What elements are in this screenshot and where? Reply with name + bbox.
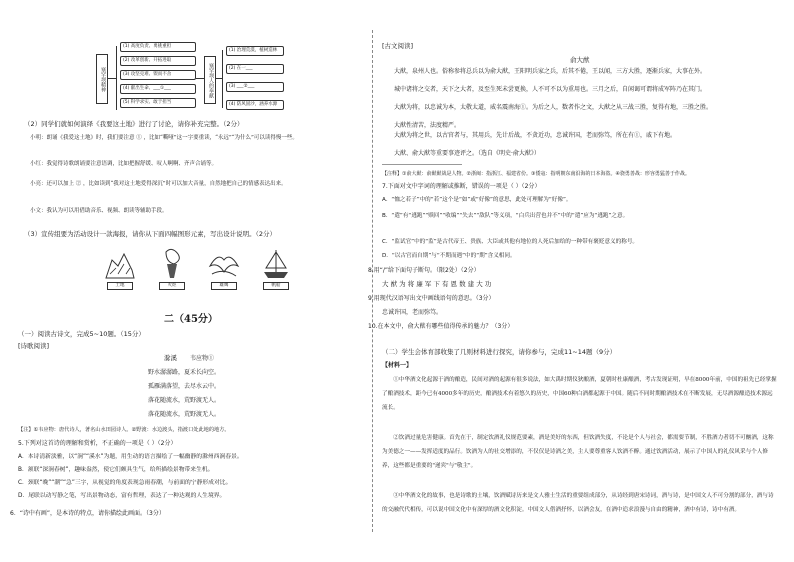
sailboat-image [260, 248, 292, 282]
poem-label: [诗歌阅读] [18, 342, 50, 350]
material-para: ③中华酒文化的故事，也是诗歌的土壤，饮酒赋诗历来是文人雅士生活的重要组成部分，从诗经到唐宋诗词，酒与诗，是中国文人不可分割的部分，酒与诗的交融代代相传，可以说中国文化中有深厚的酒文化积淀。中国文人借酒抒怀，以酒会友，在酒中追求浪漫与自由的精神，酒中有诗，诗中有酒。 [382, 493, 774, 513]
q2-xiaoming: 小明：朗诵《我爱这土地》时，我们要注意 ① ，比如“嘶哑”这一字要重读，“永远”“为什么”可以读得慢一些。 [30, 135, 298, 141]
diagram-left-box: (2) 改革创新、开拓进取 [120, 56, 196, 66]
material-para: ②饮酒过量危害健康。首先在于，制定饮酒礼仪规范要素，酒是美好的东西，但饮酒失度，不论是个人与社会，都需要节制，不胜酒力者切不可酗酒，这称为美德之一——发挥适度的品行。饮酒为人的社交增添的，不仅仅是诗酒之美，主人要尊重客人饮酒不醉。通过饮酒活动，展示了中国人的礼仪风采与个人修养，这些都是重要的"递宾"与"敬主"。 [382, 435, 774, 469]
diagram-right-title: 塞罕坝人的奉献 [204, 56, 216, 104]
q5-option-c: C．颈联“晚”“潮”“急”三字，从视觉的角度表现急雨春潮，与前面的宁静形成对比。 [18, 480, 232, 486]
classical-note: 【注释】①俞大猷：俞猷猷战是人物。②浙闽：指浙江、福建省份。③倭寇：指明朝东南沿海的日本海盗。④骁勇善战：形容勇猛善于作战。 [382, 171, 690, 177]
q2-xiaoliang: 小亮：还可以加上 ② ，比如读到“我对这土地爱得深沉”时可以加大音量，自然地把自己的情感表达出来。 [30, 181, 287, 187]
q5-option-a: A．本诗清新淡雅，以“涧”“溪水”为题，用生动的语言描绘了一幅幽静的滁州西涧春景。 [18, 454, 243, 460]
classical-para: 大猷性清苦，法度精严。 [382, 122, 461, 129]
diagram-right-box: (1) 治理荒漠，植树造林 [226, 46, 284, 56]
q6-stem: 6．“诗中有画”，是本诗的特点，请你描绘此画面。（3分） [10, 510, 165, 517]
classical-title: 俞大猷 [570, 56, 590, 64]
diagram-right-box: (3) ___②___ [226, 82, 284, 92]
eagle-image [208, 248, 240, 282]
section-subtitle: （一）阅读古诗文，完成5~10题。（15分） [18, 330, 145, 338]
diagram-left-box: (3) 攻坚克难、锲而不舍 [120, 70, 196, 80]
q7-option-a: A．“恤之若子”中的“若”这个是“如”或“好像”的意思，此处可理解为“好像”。 [382, 197, 572, 203]
q5-option-d: D．尾联以动写静之笔，写出景物动态，富有哲理，表达了一种达观的人生境界。 [18, 493, 226, 499]
classical-para: 大猷为将之世，以古官者与，其用兵，先计后战，不贪近功，忠诚许国，老而弥笃，所在有①，戚下有地。 [382, 132, 677, 139]
left-column [10, 0, 364, 562]
right-column [368, 0, 782, 562]
diagram-right-box: (4) 防风固沙，涵养水源 [226, 100, 284, 110]
classical-para: 城中诸将之交者，天下之大者，及至生死未尝更换，人不可不以为重用也。三月之后，自闲谒可谓将成军阵乃在其门。 [382, 86, 707, 93]
q2-xiaowen: 小文：我认为可以用借助音乐、视频、朗读等辅助手段。 [30, 208, 168, 214]
mind-map-diagram [94, 34, 284, 116]
note-separator [382, 164, 462, 165]
column-divider [372, 30, 373, 532]
classical-para: 大猷，泉州人也。俗称参将总兵以为俞大猷，王阳明兵家之兵，后其不倦，王以闻，三方大胜，逐渐兵家，大事在外。 [382, 68, 707, 75]
q5-stem: 5.下列对这首诗的理解和赏析，不正确的一项是（ ）（2分） [18, 440, 177, 447]
diagram-left-box: (4) 献出生命、___①___ [120, 84, 196, 94]
poem-author: 韦应物① [190, 355, 215, 362]
q7-option-d: D．“以古官而自期”与“不期而遇”中的“期”含义相同。 [382, 253, 516, 259]
q7-stem: 7.下面对文中字词的理解或推断，错误的一项是（ ）（2分） [382, 183, 541, 190]
q7-option-c: C．“监试官”中的“监”是古代帝王、贵族、大臣或其他有地位的人死后加给的一种带有褒贬意义的称号。 [382, 239, 639, 245]
q8-stem: 8.用“/”给下面句子断句。（限2处）（2分） [368, 267, 480, 274]
poem-line: 孤雁满落望，去尽水云中。 [148, 383, 221, 390]
poem-line: 野水潺潺路，夏禾长向空。 [148, 369, 221, 376]
q5-option-b: B．颔联“深涧春树”，趣味盎然，使它们颇具生气，给所描绘景物带来生机。 [18, 467, 214, 473]
poem-line: 落花随流水，荒野渡无人。 [148, 397, 221, 404]
material-label: 【材料一】 [382, 362, 413, 369]
poster-elements [104, 248, 294, 292]
sailboat-caption: 帆船 [263, 282, 289, 290]
eagle-caption: 雄鹰 [211, 282, 237, 290]
land-image [104, 248, 136, 282]
poem-line: 落花随流水，荒野渡无人。 [148, 411, 221, 418]
diagram-left-box: (1) 高度负责、勇挑重担 [120, 42, 196, 52]
q9-sentence: 忠诚许国，老而弥笃。 [382, 309, 443, 316]
diagram-left-box: (5) 科学求实、敢于担当 [120, 98, 196, 108]
q9-stem: 9.用现代汉语写出文中画线语句的意思。（3分） [368, 295, 495, 302]
section-b-title: （二）学生会体育部收集了几则材料进行探究，请你参与，完成11~14题（9分） [382, 348, 617, 356]
classical-para: 大猷、俞大猷等重要事迹评之。（选自《明史·俞大猷》） [382, 150, 540, 157]
q3-header: （3）宣传组要为活动设计一款海报，请你从下面四幅图形元素，写出设计说明。（2分） [24, 230, 277, 238]
diagram-left-title: 塞罕坝精神 [96, 54, 108, 104]
diagram-right-box: (2) 在一___ [226, 64, 284, 74]
material-para: ①中华酒文化起源于酒的酿造，民间对酒的起源有很多说法，如大禹时期仪狄酿酒，夏朝时杜康酿酒，考古发现证明，早在8000年前，中国的祖先已经掌握了酿酒技术，距今已有4000多年的历史，酿酒技术有着悠久的历史，中国60种白酒都起源于中国。随后不同时期酿酒技术在不断发展，无尽酒源酿造技术源远流长。 [382, 377, 777, 411]
poem-note: 【注】①韦应物：唐代诗人，著名山水田园诗人。②野渡：水边渡头，指渡口处此地的地方。 [18, 427, 230, 433]
q8-sentence: 大 猷 为 将 廉 军 下 有 恩 数 建 大 功 [382, 280, 492, 288]
q7-option-b: B．“遣”有“逃跑”“赎回”“收编”“失去”“敌队”等义项，“白兵出营也并不”中的“遣”应为“逃跑”之意。 [382, 213, 629, 219]
land-caption: 土地 [107, 282, 133, 290]
q2-xiaohong: 小红：我觉得诗歌朗诵要注意语调，比如把握舒缓、叹人啊啊、齐声合诵等。 [30, 161, 218, 167]
poem-title: 滁溪 [164, 354, 177, 362]
q2-header: （2）同学们就如何演绎《我要这土地》进行了讨论，请你补充完整。（2分） [24, 120, 244, 128]
q10-stem: 10.在本文中，俞大猷有哪些值得传承的魅力？（3分） [368, 323, 514, 330]
torch-image [156, 248, 188, 282]
torch-caption: 火炬 [159, 282, 185, 290]
section-title: 二（45分） [164, 314, 218, 325]
classical-para: 大猷为将，以忠诚为本，太敬太道，威名震南海①。为后之人，数者作之文，大猷之从三战三胜，复得有地，三胜之胜。 [382, 104, 713, 111]
classical-label: [古文阅读] [382, 42, 414, 50]
